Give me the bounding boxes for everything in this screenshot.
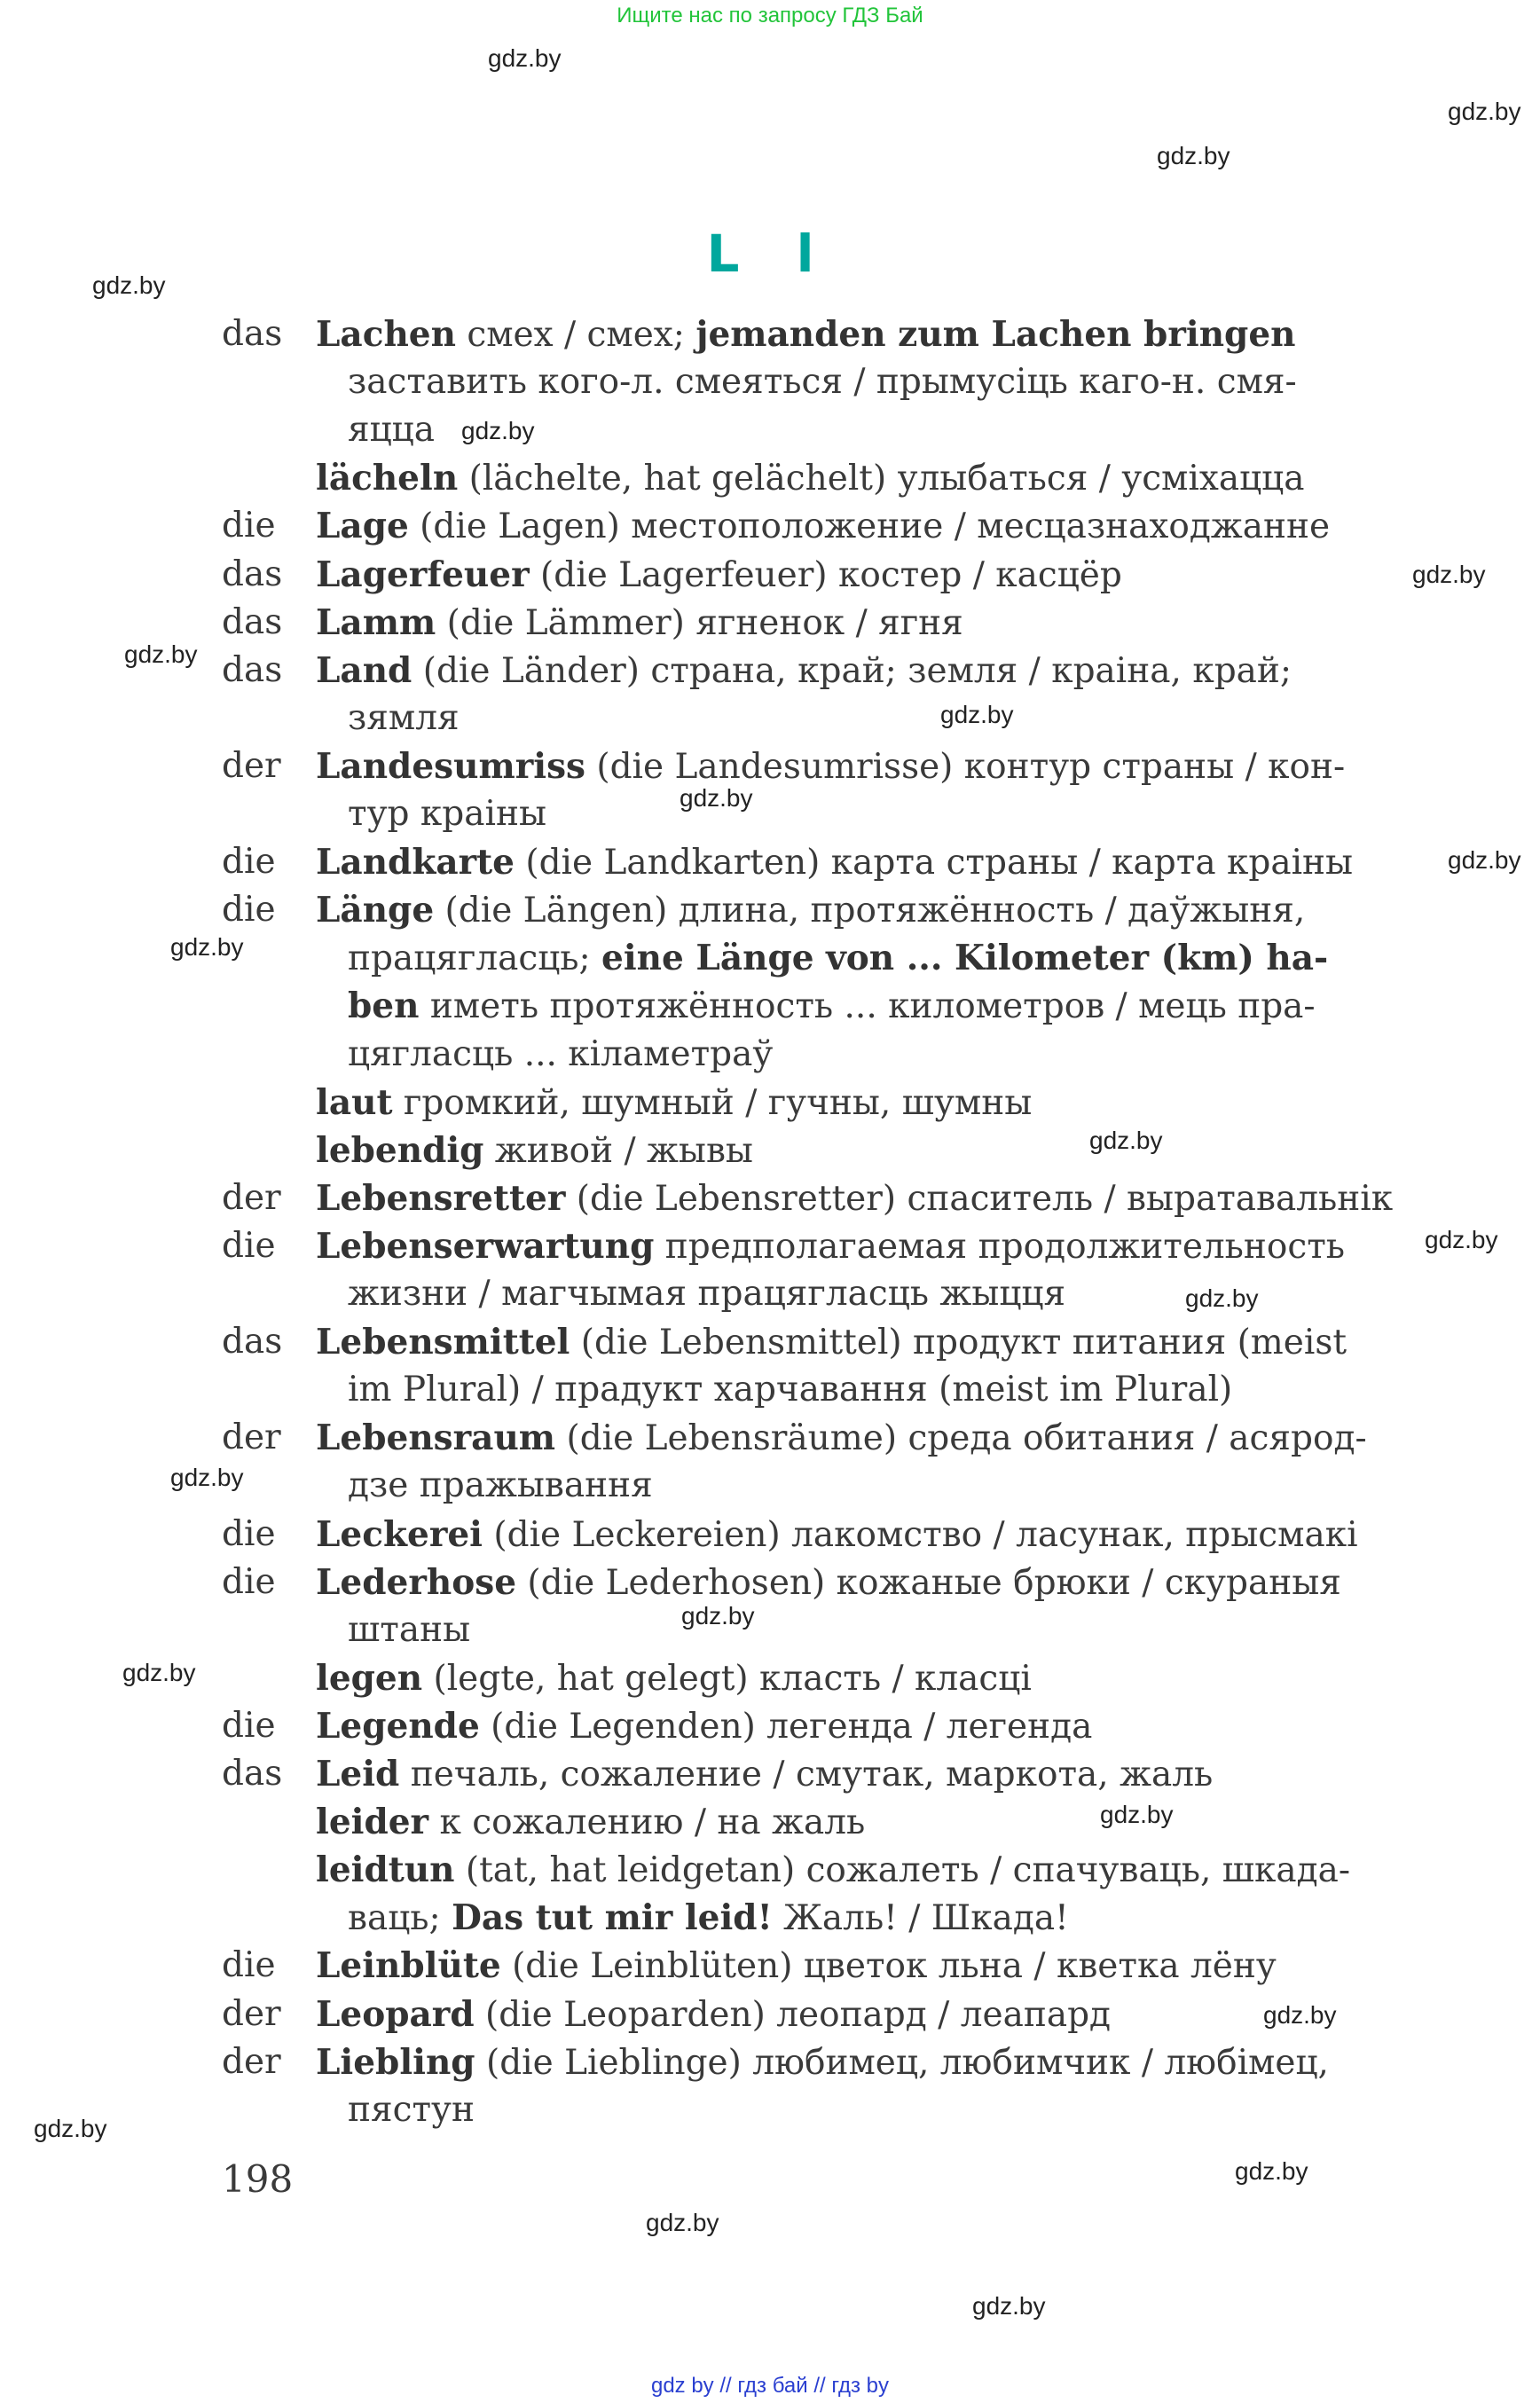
entry-headword: Lachen — [316, 314, 456, 355]
watermark-text: gdz.by — [92, 271, 166, 299]
entry-continuation — [348, 1270, 1065, 1318]
entry-text: (die Länder) страна, край; земля / краіна, край; — [412, 650, 1292, 691]
watermark-text: gdz.by — [1185, 1284, 1259, 1312]
entry-article: die — [222, 506, 276, 546]
entry-article: der — [222, 745, 281, 786]
watermark-text: gdz.by — [680, 784, 753, 812]
entry-headline — [316, 1559, 1341, 1606]
watermark-text: gdz.by — [940, 701, 1014, 728]
entry-text: (die Legenden) легенда / легенда — [479, 1706, 1093, 1747]
watermark-text: gdz.by — [1263, 2001, 1337, 2029]
entry-text: штаны — [348, 1609, 471, 1650]
watermark-text: gdz.by — [1089, 1127, 1163, 1154]
entry-text: живой / жывы — [483, 1130, 753, 1171]
entry-headword: Lebensraum — [316, 1417, 556, 1459]
entry-headline — [316, 1991, 1111, 2038]
entry-headword: lächeln — [316, 458, 459, 499]
entry-headword: Leid — [316, 1754, 400, 1794]
watermark-text: gdz.by — [122, 1659, 196, 1686]
entry-text: жизни / магчымая працягласць жыцця — [348, 1274, 1066, 1314]
entry-headword: Legende — [316, 1705, 480, 1747]
entry-text: тур краіны — [348, 794, 546, 834]
entry-headword: leidtun — [316, 1849, 455, 1891]
watermark-text: gdz.by — [461, 417, 535, 444]
entry-text: (die Lagerfeuer) костер / касцёр — [529, 554, 1122, 595]
entry-text: (die Leckereien) лакомство / ласунак, прысмакі — [483, 1514, 1358, 1555]
entry-text: Жаль! / Шкада! — [772, 1898, 1069, 1939]
entry-headword: ben — [348, 986, 420, 1027]
entry-article: das — [222, 1754, 283, 1794]
entry-text: (die Landesumrisse) контур страны / кон- — [585, 746, 1346, 787]
entry-article: die — [222, 1513, 276, 1554]
entry-text: (die Leinblüten) цветок льна / кветка лёну — [500, 1946, 1277, 1987]
entry-text: предполагаемая продолжительность — [654, 1226, 1346, 1267]
entry-text: im Plural) / прадукт харчавання (meist im Plural) — [348, 1370, 1233, 1410]
entry-headword: Lederhose — [316, 1561, 517, 1603]
entry-continuation — [348, 790, 546, 838]
entry-headline — [316, 1942, 1277, 1990]
entry-headword: leider — [316, 1802, 429, 1843]
entry-headline — [316, 310, 1295, 358]
footer-links[interactable]: gdz by // гдз бай // гдз by — [650, 2374, 890, 2398]
entry-headword: jemanden zum Lachen bringen — [695, 314, 1296, 355]
watermark-text: gdz.by — [1412, 561, 1486, 588]
entry-article: die — [222, 890, 276, 931]
entry-article: das — [222, 314, 283, 354]
entry-text: (lächelte, hat gelächelt) улыбаться / усміхацца — [458, 459, 1305, 499]
entry-text: (die Lebensräume) среда обитания / асярод- — [555, 1418, 1367, 1459]
entry-headline — [316, 1798, 865, 1846]
entry-text: (die Längen) длина, протяжённость / даўжыня, — [434, 891, 1306, 931]
entry-headline — [316, 454, 1305, 502]
entry-headline — [316, 647, 1292, 695]
entry-headline — [316, 1750, 1213, 1798]
watermark-text: gdz.by — [124, 640, 198, 668]
entry-headword: lebendig — [316, 1129, 484, 1171]
entry-headword: Lebenserwartung — [316, 1225, 655, 1267]
entry-article: der — [222, 1177, 281, 1218]
entry-headline — [316, 1222, 1345, 1270]
watermark-text: gdz.by — [170, 1464, 244, 1491]
watermark-text: gdz.by — [1425, 1226, 1498, 1253]
entry-text: смех / смех; — [455, 315, 696, 355]
entry-headword: Liebling — [316, 2041, 475, 2083]
watermark-text: gdz.by — [1157, 142, 1230, 169]
entry-text: (die Lebensretter) спаситель / выратавальнік — [565, 1178, 1394, 1219]
entry-text: громкий, шумный / гучны, шумны — [392, 1082, 1033, 1123]
entry-text: (legte, hat gelegt) класть / класці — [422, 1658, 1032, 1699]
entry-text: (die Lagen) местоположение / месцазнаходжанне — [408, 507, 1331, 547]
entry-headline — [316, 1702, 1092, 1750]
entry-headword: laut — [316, 1081, 393, 1123]
entry-continuation — [348, 1031, 773, 1079]
entry-headword: Lebensretter — [316, 1177, 566, 1219]
entry-headline — [316, 1414, 1367, 1462]
entry-headline — [316, 1174, 1393, 1222]
entry-continuation — [348, 982, 1316, 1030]
watermark-text: gdz.by — [1100, 1801, 1174, 1828]
entry-article: die — [222, 842, 276, 883]
entry-headword: Lamm — [316, 601, 436, 643]
entry-text: (tat, hat leidgetan) сожалеть / спачуваць, шкада- — [454, 1850, 1351, 1891]
entry-headword: Landesumriss — [316, 745, 585, 787]
entry-headword: Leopard — [316, 1993, 475, 2035]
entry-headword: Lage — [316, 506, 409, 547]
watermark-text: gdz.by — [681, 1602, 755, 1629]
entry-text: (die Landkarten) карта страны / карта краіны — [514, 843, 1354, 883]
entry-continuation — [348, 406, 435, 454]
watermark-text: gdz.by — [1235, 2157, 1308, 2185]
watermark-text: gdz.by — [170, 933, 244, 961]
entry-text: зямля — [348, 697, 460, 738]
entry-headline — [316, 1846, 1350, 1894]
entry-headline — [316, 599, 963, 647]
entry-article: die — [222, 1705, 276, 1746]
entry-continuation — [348, 2086, 475, 2134]
entry-text: (die Lieblinge) любимец, любимчик / любімец, — [475, 2042, 1329, 2083]
watermark-text: gdz.by — [646, 2209, 719, 2236]
entry-headword: Leinblüte — [316, 1945, 501, 1987]
entry-text: ваць; — [348, 1898, 452, 1939]
entry-headword: Länge — [316, 890, 435, 931]
entry-continuation — [348, 695, 460, 742]
entry-text: печаль, сожаление / смутак, маркота, жаль — [399, 1755, 1214, 1794]
watermark-text: gdz.by — [1448, 98, 1521, 125]
entry-continuation — [348, 1462, 653, 1510]
entry-text: (die Lämmer) ягненок / ягня — [436, 602, 963, 643]
top-banner[interactable]: Ищите нас по запросу ГДЗ Бай — [617, 4, 923, 27]
entry-headline — [316, 886, 1305, 934]
watermark-text: gdz.by — [972, 2292, 1046, 2320]
entry-headline — [316, 838, 1353, 886]
entry-headline — [316, 1318, 1347, 1366]
watermark-text: gdz.by — [1448, 846, 1521, 874]
entry-text: (die Lebensmittel) продукт питания (meist — [570, 1323, 1348, 1363]
entry-text: (die Lederhosen) кожаные брюки / скураныя — [516, 1562, 1341, 1603]
entry-headline — [316, 2038, 1329, 2086]
entry-article: die — [222, 1945, 276, 1986]
entry-continuation — [348, 358, 1297, 406]
entry-article: die — [222, 1225, 276, 1266]
entry-article: die — [222, 1561, 276, 1602]
entry-headline — [316, 502, 1330, 550]
entry-article: der — [222, 1993, 281, 2034]
entry-headword: Das tut mir leid! — [452, 1897, 773, 1939]
entry-headline — [316, 1511, 1358, 1559]
entry-headword: Lebensmittel — [316, 1322, 570, 1363]
watermark-text: gdz.by — [34, 2115, 107, 2142]
entry-article: der — [222, 1417, 281, 1458]
entry-headword: legen — [316, 1657, 423, 1699]
section-title: L l — [706, 224, 834, 284]
entry-continuation — [348, 1366, 1232, 1414]
entry-text: иметь протяжённость ... километров / мець пра- — [419, 986, 1316, 1027]
entry-headline — [316, 1654, 1032, 1702]
entry-article: das — [222, 554, 283, 594]
entry-text: (die Leoparden) леопард / леапард — [474, 1994, 1112, 2035]
entry-article: der — [222, 2041, 281, 2082]
entry-headword: Lagerfeuer — [316, 554, 530, 595]
page-number: 198 — [222, 2157, 294, 2201]
entry-continuation — [348, 1606, 470, 1654]
entry-headword: Land — [316, 649, 412, 691]
entry-text: к сожалению / на жаль — [428, 1802, 866, 1843]
entry-text: яцца — [348, 410, 436, 451]
entry-headword: Landkarte — [316, 842, 515, 883]
entry-headline — [316, 1127, 753, 1174]
entry-article: das — [222, 1322, 283, 1362]
entry-text: дзе пражывання — [348, 1465, 653, 1506]
entry-headline — [316, 742, 1345, 790]
entry-continuation — [348, 934, 1328, 982]
watermark-text: gdz.by — [488, 44, 562, 72]
entry-article: das — [222, 649, 283, 690]
entry-headline — [316, 551, 1122, 599]
entry-headline — [316, 1079, 1032, 1127]
entry-text: заставить кого-л. смеяться / прымусіць каго-н. смя- — [348, 362, 1297, 403]
entry-text: працягласць; — [348, 938, 602, 979]
entry-continuation — [348, 1894, 1069, 1942]
entry-headword: eine Länge von ... Kilometer (km) ha- — [601, 938, 1329, 979]
entry-text: пястун — [348, 2089, 475, 2130]
entry-headword: Leckerei — [316, 1513, 483, 1555]
entry-text: цягласць ... кіламетраў — [348, 1033, 774, 1074]
entry-article: das — [222, 601, 283, 642]
